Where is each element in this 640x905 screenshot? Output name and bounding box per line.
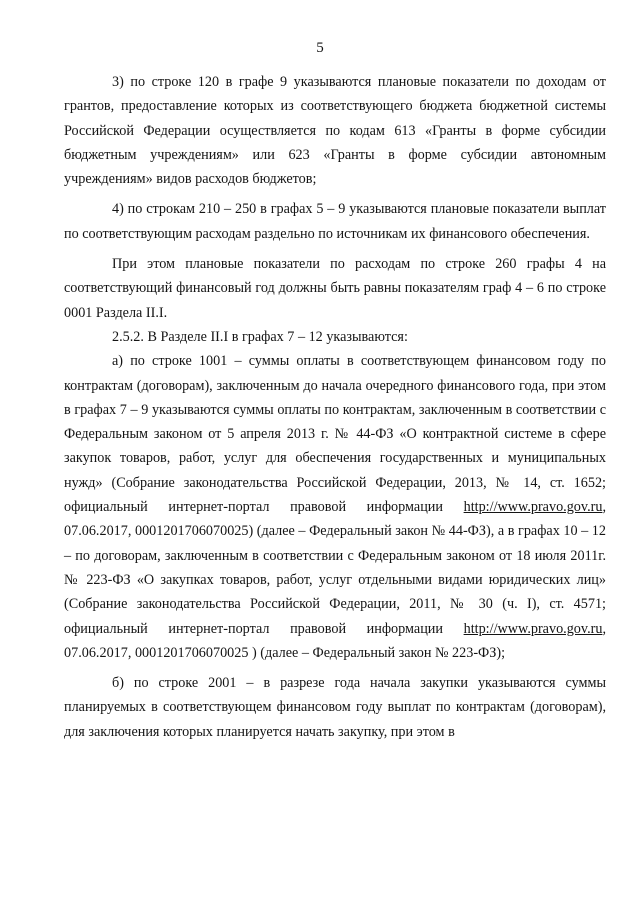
paragraph-item-b: б) по строке 2001 – в разрезе года начала закупки указываются суммы планируемых в соответствующем финансовом году выплат по контрактам (договорам), для заключения которых планируется начать закупку, при этом в	[64, 675, 606, 740]
paragraph-item-4: 4) по строкам 210 – 250 в графах 5 – 9 указываются плановые показатели выплат по соответствующим расходам раздельно по источникам их финансового обеспечения.	[64, 201, 606, 242]
document-body	[64, 70, 606, 744]
paragraph-line-260-note: При этом плановые показатели по расходам по строке 260 графы 4 на соответствующий финансовый год должны быть равны показателям граф 4 – 6 по строке 0001 Раздела II.I.	[64, 256, 606, 321]
paragraph-item-3: 3) по строке 120 в графе 9 указываются плановые показатели по доходам от грантов, предоставление которых из соответствующего бюджета бюджетной системы Российской Федерации осуществляется по кодам 613 «Гранты в форме субсидии бюджетным учреждениям» или 623 «Гранты в форме субсидии автономным учреждениям» видов расходов бюджетов;	[64, 74, 606, 188]
pravo-link-1[interactable]: http://www.pravo.gov.ru	[463, 499, 603, 516]
page-number: 5	[316, 40, 324, 56]
pravo-link-2[interactable]: http://www.pravo.gov.ru	[463, 620, 603, 637]
paragraph-section-2-5-2: 2.5.2. В Разделе II.I в графах 7 – 12 указываются:	[112, 328, 408, 345]
paragraph-item-a-text-2: , 07.06.2017, 0001201706070025) (далее – Федеральный закон № 44-ФЗ), а в графах 10 – 12 – по договорам, заключенным в соответствии с Федеральным законом от 18 июля 2011г. № 223-ФЗ «О закупках товаров, работ, услуг отдельными видами юридических лиц» (Собрание законодательства Российской Федерации, 2011, № 30 (ч. I), ст. 4571; официальный интернет-портал правовой информации	[64, 499, 606, 637]
paragraph-item-a	[64, 349, 606, 665]
paragraph-item-a-text-1: а) по строке 1001 – суммы оплаты в соответствующем финансовом году по контрактам (договорам), заключенным до начала очередного финансового года, при этом в графах 7 – 9 указываются суммы оплаты по контрактам, заключенным в соответствии с Федеральным законом от 5 апреля 2013 г. № 44-ФЗ «О контрактной системе в сфере закупок товаров, работ, услуг для обеспечения государственных и муниципальных нужд» (Собрание законодательства Российской Федерации, 2013, № 14, ст. 1652; официальный интернет-портал правовой информации	[64, 353, 606, 516]
paragraph-item-a-text-3: , 07.06.2017, 0001201706070025 ) (далее – Федеральный закон № 223-ФЗ);	[64, 620, 606, 661]
